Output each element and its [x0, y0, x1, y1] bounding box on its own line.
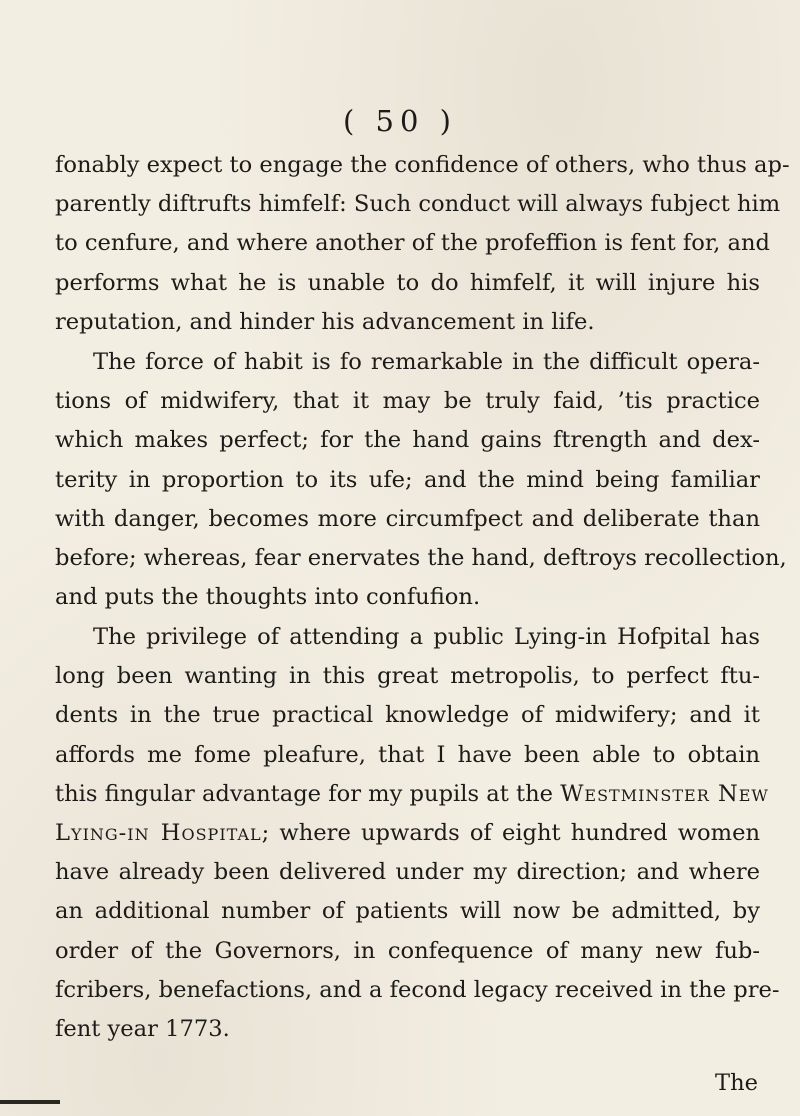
text-line: The privilege of attending a public Lying-in Hofpital has [93, 624, 760, 650]
text-line: which makes perfect; for the hand gains ftrength and dex- [55, 427, 760, 454]
hospital-name: Lying-in Hospital [55, 820, 262, 847]
text-line [55, 775, 769, 814]
text-line: tions of midwifery, that it may be truly faid, ’tis practice [55, 388, 760, 415]
text-line: have already been delivered under my direction; and where [55, 859, 760, 886]
text-line: and puts the thoughts into confufion. [55, 584, 481, 611]
text-line: long been wanting in this great metropolis, to perfect ftu- [55, 663, 760, 690]
paragraph-2 [55, 343, 787, 617]
paragraph-3 [55, 618, 780, 1049]
text-line: fent year 1773. [55, 1016, 230, 1043]
text-line: before; whereas, fear enervates the hand, deftroys recollection, [55, 545, 787, 572]
text-line: with danger, becomes more circumfpect and deliberate than [55, 505, 760, 532]
text-line: performs what he is unable to do himfelf, it will injure his [55, 269, 760, 296]
paragraph-1 [55, 146, 790, 342]
hospital-name: Westminster New [560, 780, 769, 807]
page-number: ( 50 ) [343, 104, 457, 138]
page-edge-mark [0, 1100, 60, 1104]
text-line: fonably expect to engage the confidence of others, who thus ap- [55, 152, 790, 178]
text-line: terity in proportion to its ufe; and the mind being familiar [55, 466, 760, 493]
text-line: reputation, and hinder his advancement in life. [55, 308, 595, 335]
text-line: fcribers, benefactions, and a fecond legacy received in the pre- [55, 976, 780, 1003]
text-line [55, 814, 760, 853]
text-line: affords me fome pleafure, that I have been able to obtain [55, 741, 760, 768]
text-line: The force of habit is fo remarkable in the difficult opera- [93, 349, 760, 375]
catchword: The [715, 1070, 758, 1096]
text-line: order of the Governors, in confequence of many new fub- [55, 937, 760, 964]
text-line: dents in the true practical knowledge of midwifery; and it [55, 702, 760, 729]
text-line: an additional number of patients will now be admitted, by [55, 898, 760, 925]
text-line: to cenfure, and where another of the profeffion is fent for, and [55, 230, 771, 257]
text-fragment: ; where upwards of eight hundred women [261, 820, 760, 847]
text-fragment: this fingular advantage for my pupils at the [55, 780, 553, 807]
text-line: parently diftrufts himfelf: Such conduct will always fubject him [55, 191, 781, 218]
